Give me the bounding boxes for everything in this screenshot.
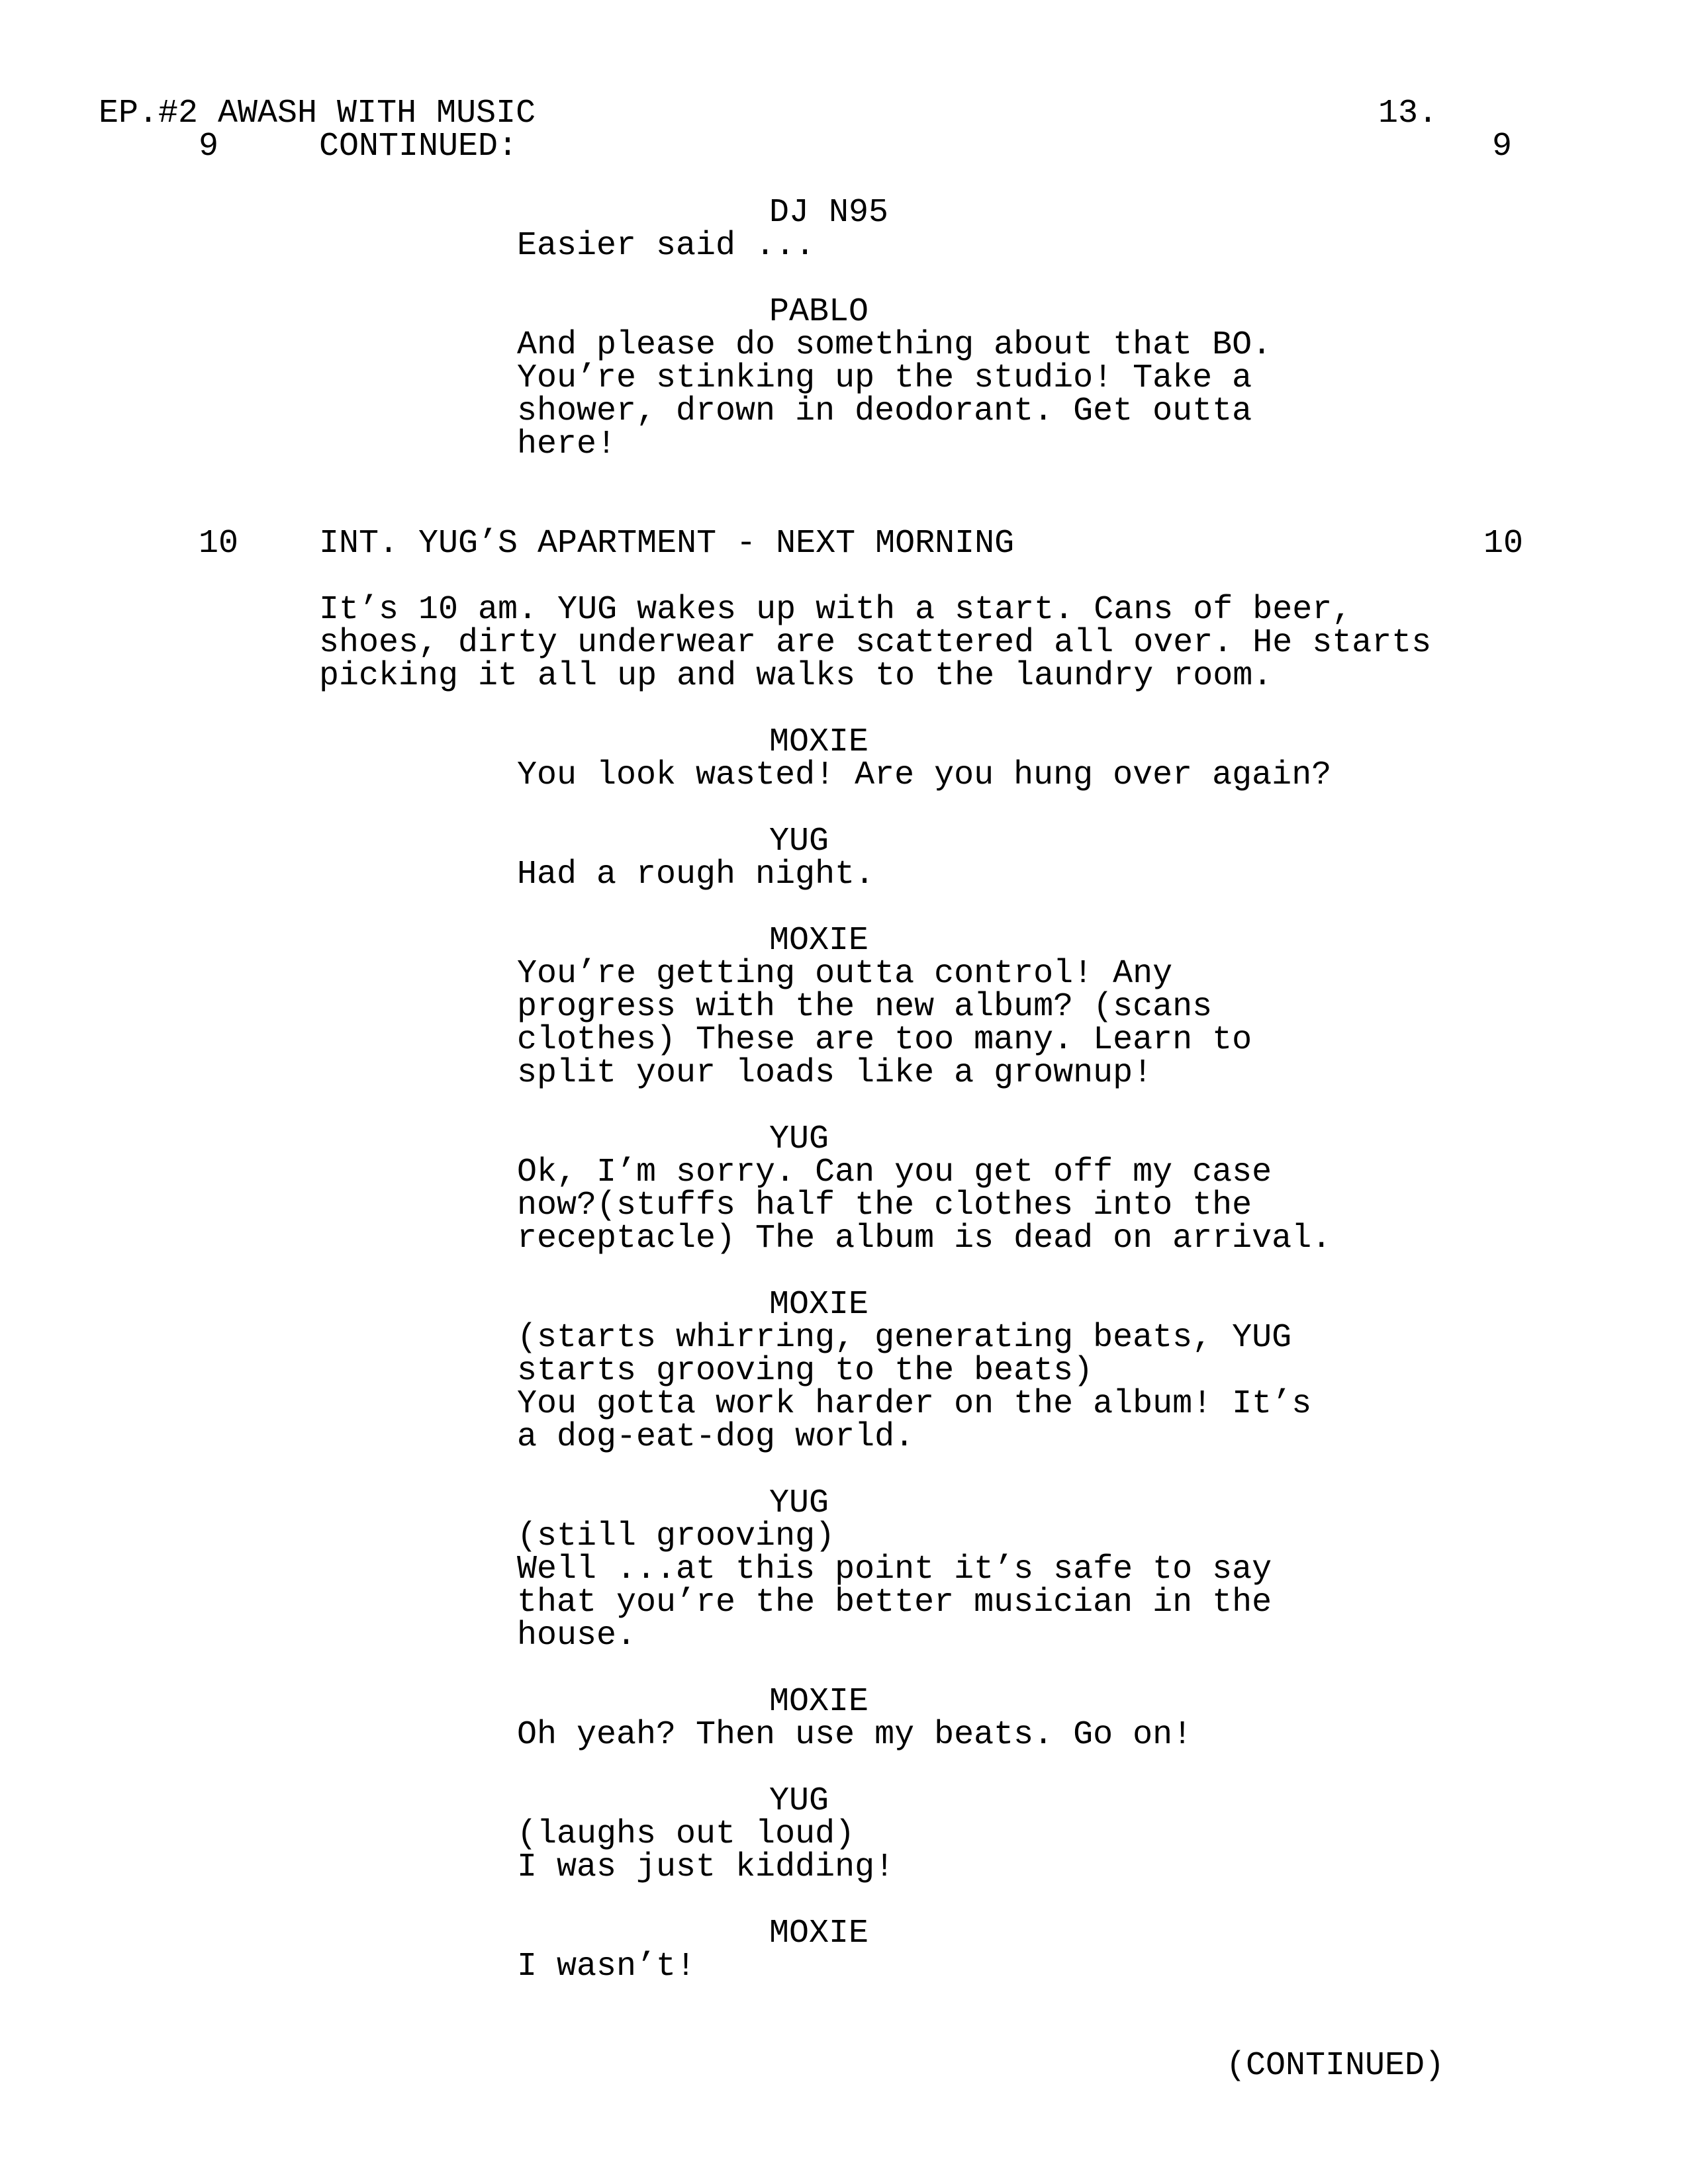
character-cue: YUG xyxy=(769,1120,829,1158)
character-cue: MOXIE xyxy=(769,1286,869,1324)
page-number: 13. xyxy=(1378,95,1438,132)
dialogue-block xyxy=(517,1716,1193,1754)
dialogue-line: Ok, I’m sorry. Can you get off my case xyxy=(517,1154,1272,1191)
scene-number-left: 9 xyxy=(199,128,219,165)
dialogue-line: split your loads like a grownup! xyxy=(517,1054,1153,1092)
character-cue: MOXIE xyxy=(769,1915,869,1952)
dialogue-line: that you’re the better musician in the xyxy=(517,1584,1272,1621)
dialogue-line: Easier said ... xyxy=(517,227,816,265)
dialogue-line: here! xyxy=(517,426,617,463)
dialogue-line: now?(stuffs half the clothes into the xyxy=(517,1187,1252,1224)
scene-heading: INT. YUG’S APARTMENT - NEXT MORNING xyxy=(319,525,1015,563)
character-cue: MOXIE xyxy=(769,1683,869,1721)
dialogue-block xyxy=(517,1815,895,1886)
dialogue-line: Had a rough night. xyxy=(517,856,875,893)
episode-title: EP.#2 AWASH WITH MUSIC xyxy=(99,95,536,132)
action-line: picking it all up and walks to the laundry room. xyxy=(319,657,1273,695)
dialogue-block xyxy=(517,1156,1331,1255)
action-line: It’s 10 am. YUG wakes up with a start. Cans of beer, xyxy=(319,591,1352,629)
dialogue-line: house. xyxy=(517,1617,637,1655)
scene-number-right: 10 xyxy=(1483,525,1524,563)
dialogue-block xyxy=(517,1520,1272,1653)
continued-label: CONTINUED: xyxy=(319,128,518,165)
dialogue-line: You look wasted! Are you hung over again? xyxy=(517,756,1332,794)
action-block xyxy=(319,591,1432,695)
character-cue: YUG xyxy=(769,1782,829,1820)
dialogue-block xyxy=(517,1950,696,1983)
dialogue-block xyxy=(517,955,1252,1092)
dialogue-line: I wasn’t! xyxy=(517,1948,696,1985)
dialogue-line: a dog-eat-dog world. xyxy=(517,1418,915,1456)
character-cue: YUG xyxy=(769,823,829,860)
dialogue-line: clothes) These are too many. Learn to xyxy=(517,1021,1252,1059)
dialogue-line: You’re stinking up the studio! Take a xyxy=(517,359,1252,397)
dialogue-line: receptacle) The album is dead on arrival. xyxy=(517,1220,1332,1257)
dialogue-line: progress with the new album? (scans xyxy=(517,988,1213,1026)
dialogue-line: And please do something about that BO. xyxy=(517,326,1272,364)
dialogue-line: Well ...at this point it’s safe to say xyxy=(517,1551,1272,1588)
character-cue: MOXIE xyxy=(769,723,869,761)
continued-footer: (CONTINUED) xyxy=(1226,2047,1445,2085)
dialogue-block xyxy=(517,227,816,265)
dialogue-line: starts grooving to the beats) xyxy=(517,1352,1094,1390)
character-cue: YUG xyxy=(769,1484,829,1522)
dialogue-block xyxy=(517,858,874,891)
dialogue-line: (laughs out loud) xyxy=(517,1815,855,1853)
scene-number-right: 9 xyxy=(1492,128,1513,165)
character-cue: DJ N95 xyxy=(769,194,889,232)
dialogue-line: Oh yeah? Then use my beats. Go on! xyxy=(517,1716,1193,1754)
dialogue-block xyxy=(517,326,1272,463)
dialogue-block xyxy=(517,756,1332,794)
action-line: shoes, dirty underwear are scattered all over. He starts xyxy=(319,624,1432,662)
dialogue-line: shower, drown in deodorant. Get outta xyxy=(517,392,1252,430)
dialogue-line: You’re getting outta control! Any xyxy=(517,955,1173,993)
dialogue-line: I was just kidding! xyxy=(517,1848,895,1886)
dialogue-line: You gotta work harder on the album! It’s xyxy=(517,1385,1312,1423)
character-cue: MOXIE xyxy=(769,922,869,960)
character-cue: PABLO xyxy=(769,293,869,331)
dialogue-block xyxy=(517,1319,1312,1456)
dialogue-line: (starts whirring, generating beats, YUG xyxy=(517,1319,1292,1357)
dialogue-line: (still grooving) xyxy=(517,1518,835,1555)
scene-number-left: 10 xyxy=(199,525,239,563)
